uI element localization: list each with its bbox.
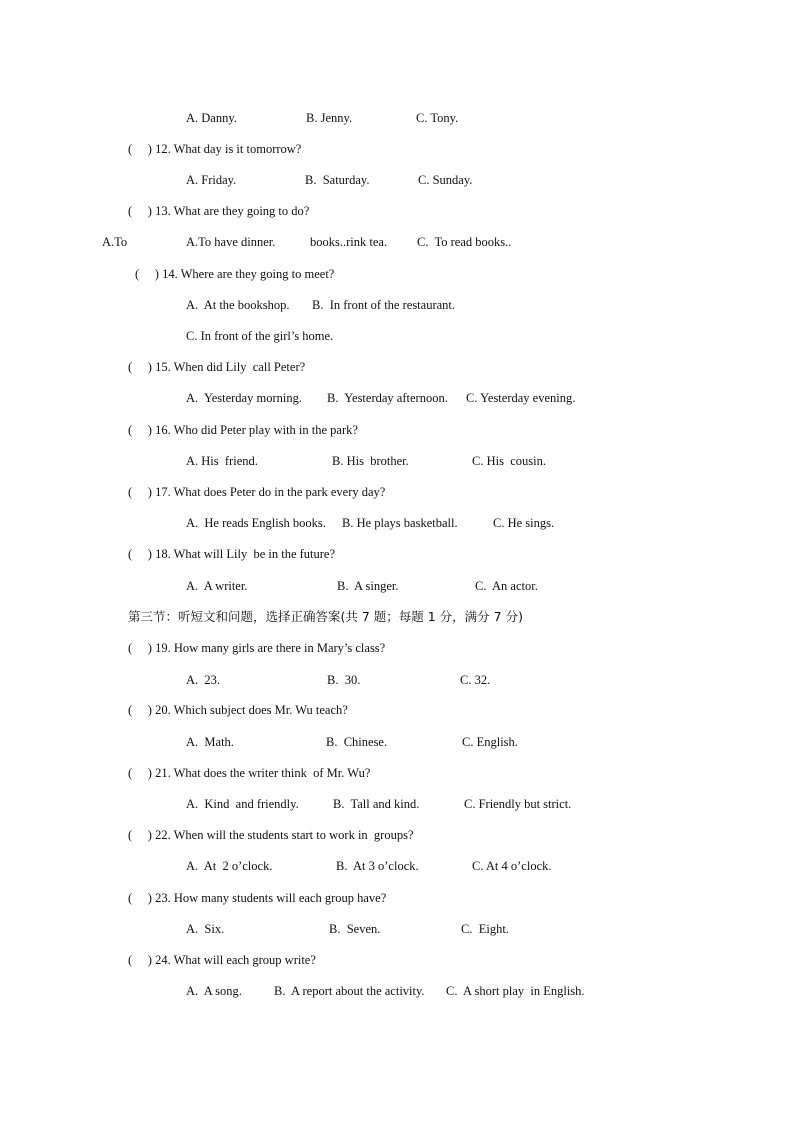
question-16: ( ) 16. Who did Peter play with in the park? xyxy=(128,423,358,437)
option-a: A. Danny. xyxy=(186,111,237,125)
option-a: A. At the bookshop. xyxy=(186,298,290,312)
option-b: B. A singer. xyxy=(337,579,399,593)
option-c: C. A short play in English. xyxy=(446,984,585,998)
option-lead: A.To xyxy=(102,235,128,249)
question-17: ( ) 17. What does Peter do in the park every day? xyxy=(128,485,386,499)
option-b: books..rink tea. xyxy=(310,235,388,249)
option-a: A. He reads English books. xyxy=(186,516,326,530)
option-b: B. Seven. xyxy=(329,922,381,936)
question-22: ( ) 22. When will the students start to work in groups? xyxy=(128,828,414,842)
question-15: ( ) 15. When did Lily call Peter? xyxy=(128,360,306,374)
option-a: A. A song. xyxy=(186,984,242,998)
question-24: ( ) 24. What will each group write? xyxy=(128,953,316,967)
option-c: C. English. xyxy=(462,735,518,749)
question-18: ( ) 18. What will Lily be in the future? xyxy=(128,547,336,561)
option-b: B. Tall and kind. xyxy=(333,797,420,811)
option-c: C. In front of the girl’s home. xyxy=(186,329,334,343)
option-b: B. A report about the activity. xyxy=(274,984,425,998)
option-c: C. Eight. xyxy=(461,922,509,936)
option-a: A. 23. xyxy=(186,673,221,687)
option-c: C. He sings. xyxy=(493,516,555,530)
option-a: A. Friday. xyxy=(186,173,237,187)
option-c: C. Yesterday evening. xyxy=(466,391,576,405)
option-c: C. An actor. xyxy=(475,579,538,593)
option-b: B. Yesterday afternoon. xyxy=(327,391,448,405)
option-c: C. 32. xyxy=(460,673,491,687)
option-b: B. In front of the restaurant. xyxy=(312,298,456,312)
section-heading: 第三节：听短文和问题，选择正确答案(共 7 题；每题 1 分，满分 7 分) xyxy=(128,609,523,624)
question-13: ( ) 13. What are they going to do? xyxy=(128,204,310,218)
option-a: A. Kind and friendly. xyxy=(186,797,299,811)
option-b: B. Saturday. xyxy=(305,173,370,187)
question-20: ( ) 20. Which subject does Mr. Wu teach? xyxy=(128,703,348,717)
option-a: A.To have dinner. xyxy=(186,235,276,249)
option-a: A. At 2 o’clock. xyxy=(186,859,273,873)
option-c: C. His cousin. xyxy=(472,454,546,468)
option-b: B. Jenny. xyxy=(306,111,353,125)
option-b: B. His brother. xyxy=(332,454,409,468)
option-c: C. Sunday. xyxy=(418,173,473,187)
question-19: ( ) 19. How many girls are there in Mary’s class? xyxy=(128,641,386,655)
option-c: C. Friendly but strict. xyxy=(464,797,572,811)
question-21: ( ) 21. What does the writer think of Mr. Wu? xyxy=(128,766,371,780)
option-b: B. 30. xyxy=(327,673,361,687)
option-b: B. He plays basketball. xyxy=(342,516,458,530)
option-c: C. At 4 o’clock. xyxy=(472,859,552,873)
option-a: A. His friend. xyxy=(186,454,258,468)
option-c: C. To read books.. xyxy=(417,235,512,249)
option-a: A. A writer. xyxy=(186,579,248,593)
question-12: ( ) 12. What day is it tomorrow? xyxy=(128,142,302,156)
option-b: B. Chinese. xyxy=(326,735,388,749)
option-a: A. Six. xyxy=(186,922,225,936)
option-c: C. Tony. xyxy=(416,111,459,125)
option-b: B. At 3 o’clock. xyxy=(336,859,419,873)
option-a: A. Yesterday morning. xyxy=(186,391,302,405)
question-14: ( ) 14. Where are they going to meet? xyxy=(135,267,335,281)
option-a: A. Math. xyxy=(186,735,234,749)
question-23: ( ) 23. How many students will each group have? xyxy=(128,891,387,905)
